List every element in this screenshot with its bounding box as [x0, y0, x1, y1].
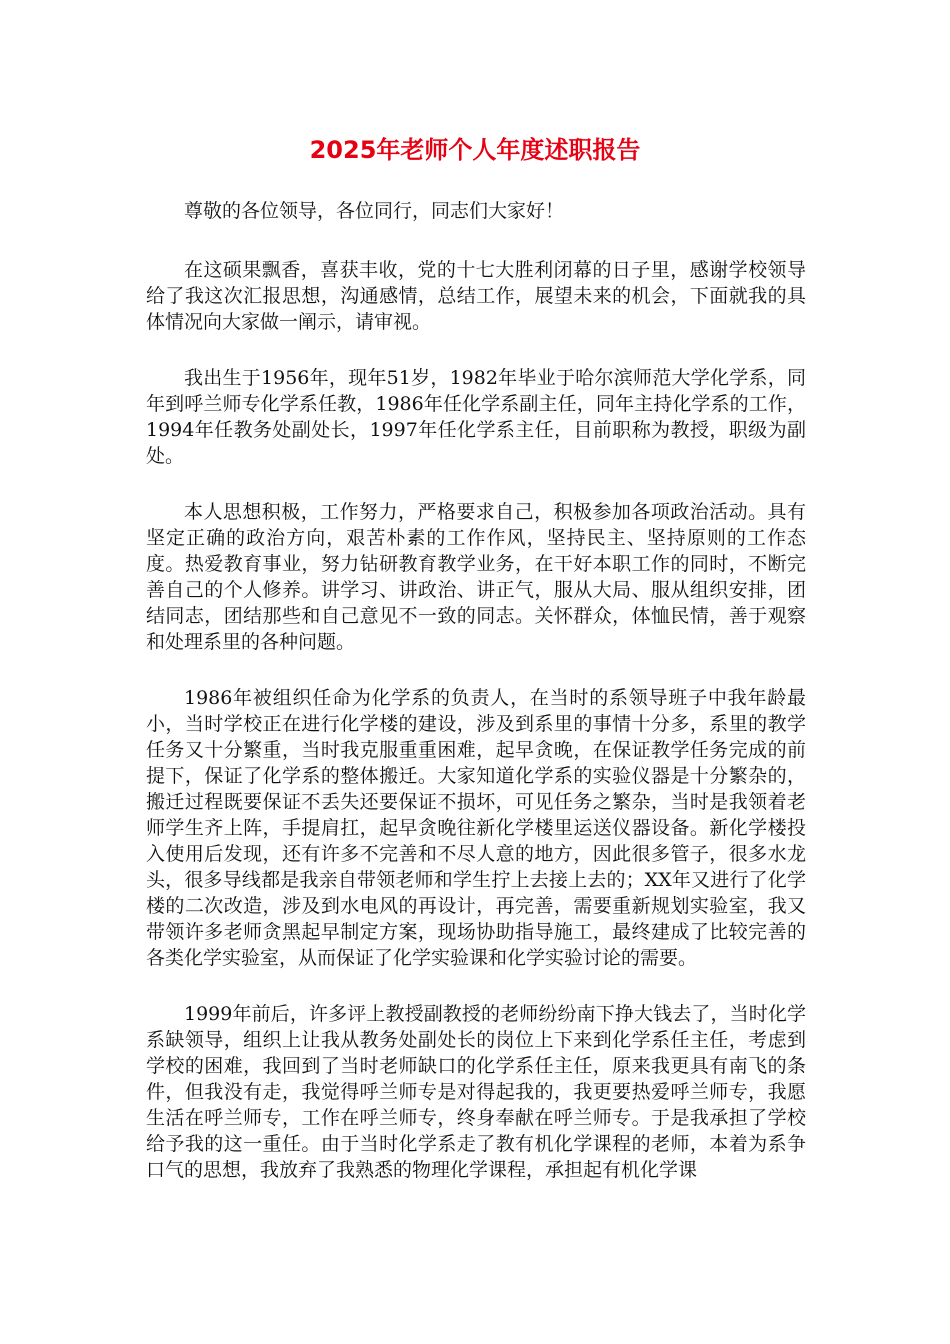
- paragraph-intro: 在这硕果飘香，喜获丰收，党的十七大胜利闭幕的日子里，感谢学校领导给了我这次汇报思想，沟通感情，总结工作，展望未来的机会，下面就我的具体情况向大家做一阐示，请审视。: [146, 259, 806, 333]
- document-title: 2025年老师个人年度述职报告: [309, 136, 641, 164]
- paragraph-1986: 1986年被组织任命为化学系的负责人，在当时的系领导班子中我年龄最小，当时学校正在进行化学楼的建设，涉及到系里的事情十分多，系里的教学任务又十分繁重，当时我克服重重困难，起早贪晚，在保证教学任务完成的前提下，保证了化学系的整体搬迁。大家知道化学系的实验仪器是十分繁杂的，搬迁过程既要保证不丢失还要保证不损坏，可见任务之繁杂，当时是我领着老师学生齐上阵，手提肩扛，起早贪晚往新化学楼里运送仪器设备。新化学楼投入使用后发现，还有许多不完善和不尽人意的地方，因此很多管子，很多水龙头，很多导线都是我亲自带领老师和学生拧上去接上去的；XX年又进行了化学楼的二次改造，涉及到水电风的再设计，再完善，需要重新规划实验室，我又带领许多老师贪黑起早制定方案，现场协助指导施工，最终建成了比较完善的各类化学实验室，从而保证了化学实验课和化学实验讨论的需要。: [146, 687, 806, 969]
- paragraph-attitude: 本人思想积极，工作努力，严格要求自己，积极参加各项政治活动。具有坚定正确的政治方向，艰苦朴素的工作作风，坚持民主、坚持原则的工作态度。热爱教育事业，努力钻研教育教学业务，在干好本职工作的同时，不断完善自己的个人修养。讲学习、讲政治、讲正气，服从大局、服从组织安排，团结同志，团结那些和自己意见不一致的同志。关怀群众，体恤民情，善于观察和处理系里的各种问题。: [146, 501, 806, 653]
- paragraph-1999: 1999年前后，许多评上教授副教授的老师纷纷南下挣大钱去了，当时化学系缺领导，组织上让我从教务处副处长的岗位上下来到化学系任主任，考虑到学校的困难，我回到了当时老师缺口的化学系任主任，原来我更具有南飞的条件，但我没有走，我觉得呼兰师专是对得起我的，我更要热爱呼兰师专，我愿生活在呼兰师专，工作在呼兰师专，终身奉献在呼兰师专。于是我承担了学校给予我的这一重任。由于当时化学系走了教有机化学课程的老师，本着为系争口气的思想，我放弃了我熟悉的物理化学课程，承担起有机化学课: [146, 1003, 806, 1181]
- paragraph-greeting: 尊敬的各位领导，各位同行，同志们大家好！: [184, 200, 565, 222]
- paragraph-background: 我出生于1956年，现年51岁，1982年毕业于哈尔滨师范大学化学系，同年到呼兰师专化学系任教，1986年任化学系副主任，同年主持化学系的工作，1994年任教务处副处长，1997年任化学系主任，目前职称为教授，职级为副处。: [146, 367, 806, 467]
- document-body: [146, 198, 806, 1213]
